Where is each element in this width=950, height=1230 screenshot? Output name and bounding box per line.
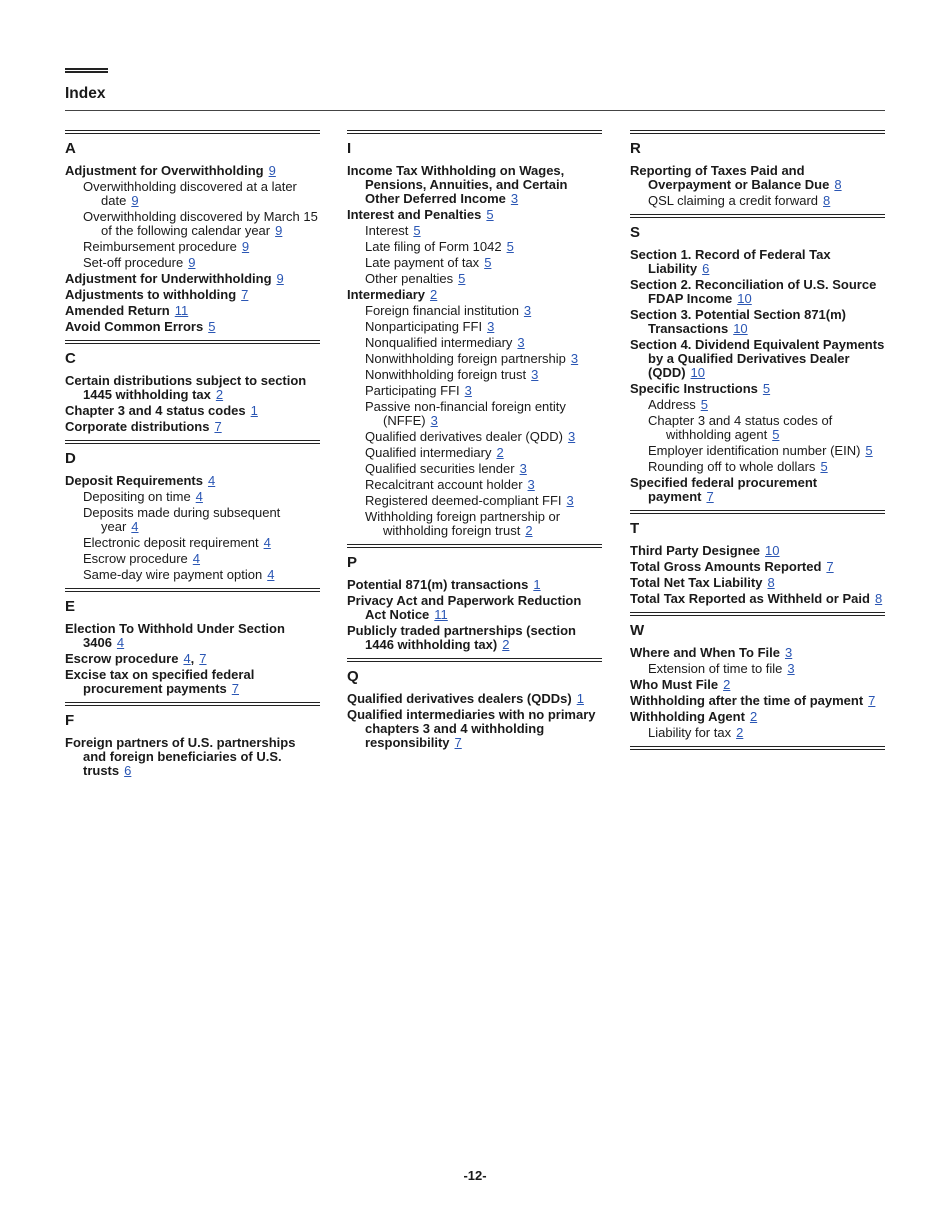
entry-text: Qualified securities lender — [365, 461, 515, 476]
entry-text: Address — [648, 397, 696, 412]
page-ref-link[interactable]: 6 — [702, 261, 710, 276]
entry-text: Qualified derivatives dealer (QDD) — [365, 429, 563, 444]
index-section — [630, 130, 885, 208]
index-entry — [65, 288, 320, 302]
entry-text: Section 1. Record of Federal Tax Liability — [630, 247, 831, 276]
page-ref-link[interactable]: 8 — [767, 575, 775, 590]
entry-text: Passive non-financial foreign entity (NFFE) — [365, 399, 566, 428]
entry-text: Escrow procedure — [65, 651, 179, 666]
entry-text: Avoid Common Errors — [65, 319, 204, 334]
entry-text: Specific Instructions — [630, 381, 758, 396]
index-subentry — [347, 304, 602, 318]
index-entry — [630, 710, 885, 724]
index-entry — [65, 304, 320, 318]
page-ref-link[interactable]: 1 — [250, 403, 258, 418]
index-entry — [347, 208, 602, 222]
index-subentry — [347, 494, 602, 508]
index-subentry — [347, 224, 602, 238]
index-subentry — [347, 368, 602, 382]
page-ref-link[interactable]: 2 — [496, 445, 504, 460]
section-letter: D — [65, 450, 76, 467]
entry-text: Foreign financial institution — [365, 303, 519, 318]
entry-text: Potential 871(m) transactions — [347, 577, 529, 592]
entry-text: Qualified intermediaries with no primary chapters 3 and 4 withholding responsibility — [347, 707, 596, 750]
index-entry: Escrow procedure 4, 7 — [65, 651, 207, 666]
entry-text: Who Must File — [630, 677, 719, 692]
index-subentry — [65, 568, 320, 582]
section-letter: P — [347, 554, 358, 571]
index-subentry — [630, 414, 885, 442]
page-ref-link[interactable]: 11 — [434, 607, 448, 622]
entry-text: Depositing on time — [83, 489, 191, 504]
page-ref-link[interactable]: 5 — [458, 271, 466, 286]
index-section — [65, 702, 320, 778]
entry-text: Privacy Act and Paperwork Reduction Act Notice — [347, 593, 582, 622]
page-ref-link[interactable]: 9 — [268, 163, 276, 178]
entry-text: Overwithholding discovered by March 15 of the following calendar year — [83, 209, 318, 238]
index-entry — [65, 320, 320, 334]
page-ref-link[interactable]: 4 — [267, 567, 275, 582]
index-subentry — [630, 194, 885, 208]
index-subentry — [347, 430, 602, 444]
page-ref-link[interactable]: 10 — [733, 321, 748, 336]
page-ref-link[interactable]: 3 — [570, 351, 579, 366]
entry-text: Registered deemed-compliant FFI — [365, 493, 562, 508]
entry-text: Amended Return — [65, 303, 170, 318]
page-ref-link[interactable]: 3 — [464, 383, 472, 398]
entry-text: Electronic deposit requirement — [83, 535, 259, 550]
page-ref-link[interactable]: 3 — [527, 477, 535, 492]
entry-text: Escrow procedure — [83, 551, 188, 566]
entry-text: Specified federal procurement payment — [630, 475, 818, 504]
page-ref-link[interactable]: 10 — [690, 365, 706, 380]
index-subentry — [347, 256, 602, 270]
page-ref-link[interactable]: 5 — [762, 381, 771, 396]
entry-text: Deposit Requirements — [65, 473, 203, 488]
index-column-2 — [347, 130, 602, 756]
index-entry — [630, 308, 885, 336]
index-entry — [630, 338, 885, 380]
entry-text: Election To Withhold Under Section 3406 — [65, 621, 285, 650]
page-ref-link[interactable]: 7 — [214, 419, 222, 434]
index-entry — [347, 578, 602, 592]
index-entry — [347, 624, 602, 652]
page-ref-link[interactable]: 2 — [525, 523, 533, 538]
page-ref-link[interactable]: 2 — [749, 709, 758, 724]
page-ref-link[interactable]: 3 — [531, 367, 539, 382]
section-letter: E — [65, 598, 76, 615]
index-entry — [65, 404, 320, 418]
page-ref-link[interactable]: 9 — [188, 255, 196, 270]
index-subentry — [65, 490, 320, 504]
page-ref-link[interactable]: 3 — [517, 335, 525, 350]
entry-text: Total Gross Amounts Reported — [630, 559, 822, 574]
index-subentry — [347, 336, 602, 350]
section-letter: S — [630, 224, 641, 241]
index-entry — [630, 694, 885, 708]
entry-text: Nonwithholding foreign partnership — [365, 351, 566, 366]
entry-text: Other penalties — [365, 271, 454, 286]
index-entry — [65, 272, 320, 286]
entry-text: Adjustments to withholding — [65, 287, 237, 302]
index-entry — [630, 560, 885, 574]
entry-text: Qualified derivatives dealers (QDDs) — [347, 691, 572, 706]
page-ref-link[interactable]: 5 — [413, 223, 421, 238]
entry-text: Intermediary — [347, 287, 426, 302]
entry-text: Reimbursement procedure — [83, 239, 237, 254]
section-letter: R — [630, 140, 641, 157]
entry-text: Income Tax Withholding on Wages, Pensions, Annuities, and Certain Other Deferred Income — [347, 163, 568, 206]
entry-text: Adjustment for Underwithholding — [65, 271, 272, 286]
entry-text: Section 2. Reconciliation of U.S. Source FDAP Income — [630, 277, 877, 306]
index-entry — [347, 692, 602, 706]
entry-text: Recalcitrant account holder — [365, 477, 523, 492]
page-ref-link[interactable]: 5 — [484, 255, 492, 270]
page-ref-link[interactable]: 4 — [183, 651, 191, 666]
index-subentry — [347, 446, 602, 460]
entry-text: Nonqualified intermediary — [365, 335, 513, 350]
section-letter: F — [65, 712, 75, 729]
index-subentry — [347, 400, 602, 428]
index-entry — [65, 164, 320, 178]
index-subentry — [65, 240, 320, 254]
page-ref-link[interactable]: 7 — [199, 651, 207, 666]
entry-text: Where and When To File — [630, 645, 780, 660]
entry-text: Corporate distributions — [65, 419, 210, 434]
index-subentry — [630, 460, 885, 474]
entry-text: Interest — [365, 223, 409, 238]
entry-text: Late filing of Form 1042 — [365, 239, 502, 254]
index-entry — [65, 622, 320, 650]
entry-text: Extension of time to file — [648, 661, 783, 676]
page-ref-link[interactable]: 3 — [510, 191, 519, 206]
entry-text: Interest and Penalties — [347, 207, 482, 222]
index-subentry — [65, 210, 320, 238]
page-ref-link[interactable]: 9 — [276, 271, 284, 286]
page-ref-link[interactable]: 7 — [454, 735, 462, 750]
entry-text: QSL claiming a credit forward — [648, 193, 819, 208]
entry-text: Deposits made during subsequent year — [83, 505, 281, 534]
index-entry — [65, 668, 320, 696]
page-ref-link[interactable]: 5 — [486, 207, 494, 222]
page-ref-link[interactable]: 2 — [502, 637, 510, 652]
entry-text: Withholding Agent — [630, 709, 745, 724]
entry-text: Withholding foreign partnership or withholding foreign trust — [365, 509, 561, 538]
index-entry — [65, 420, 320, 434]
entry-text: Nonwithholding foreign trust — [365, 367, 527, 382]
index-entry — [347, 594, 602, 622]
page-ref-link[interactable]: 5 — [820, 459, 828, 474]
index-subentry — [347, 478, 602, 492]
section-letter: T — [630, 520, 640, 537]
entry-text: Nonparticipating FFI — [365, 319, 483, 334]
index-section — [630, 214, 885, 504]
entry-text: Same-day wire payment option — [83, 567, 263, 582]
index-subentry — [347, 240, 602, 254]
index-subentry — [65, 552, 320, 566]
entry-text: Set-off procedure — [83, 255, 184, 270]
index-subentry — [347, 352, 602, 366]
page-ref-link[interactable]: 3 — [519, 461, 527, 476]
page-ref-link[interactable]: 3 — [430, 413, 438, 428]
index-entry — [630, 164, 885, 192]
index-section — [65, 588, 320, 696]
page-ref-link[interactable]: 2 — [215, 387, 224, 402]
page-ref-link[interactable]: 1 — [533, 577, 541, 592]
index-subentry — [65, 536, 320, 550]
entry-text: Withholding after the time of payment — [630, 693, 864, 708]
page-ref-link[interactable]: 2 — [430, 287, 438, 302]
page-ref-link[interactable]: 4 — [116, 635, 125, 650]
index-subentry — [630, 444, 885, 458]
entry-text: Qualified intermediary — [365, 445, 492, 460]
index-column-3 — [630, 130, 885, 750]
entry-text: Chapter 3 and 4 status codes — [65, 403, 246, 418]
page-ref-link[interactable]: 7 — [231, 681, 239, 696]
page-ref-link[interactable]: 8 — [823, 193, 831, 208]
entry-text: Foreign partners of U.S. partnerships and foreign beneficiaries of U.S. trusts — [65, 735, 296, 778]
index-entry — [347, 288, 602, 302]
index-section — [630, 612, 885, 740]
page-title: Index — [65, 85, 106, 102]
page-ref-link[interactable]: 5 — [700, 397, 708, 412]
page-ref-link[interactable]: 4 — [195, 489, 203, 504]
section-letter: C — [65, 350, 76, 367]
index-subentry — [347, 272, 602, 286]
index-subentry — [65, 506, 320, 534]
column-end-rule — [630, 746, 885, 750]
entry-text: Section 4. Dividend Equivalent Payments by a Qualified Derivatives Dealer (QDD) — [630, 337, 885, 380]
entry-text: Chapter 3 and 4 status codes of withholding agent — [648, 413, 833, 442]
entry-text: Third Party Designee — [630, 543, 761, 558]
section-letter: W — [630, 622, 645, 639]
index-entry — [630, 678, 885, 692]
page-ref-link[interactable]: 7 — [826, 559, 834, 574]
page-ref-link[interactable]: 5 — [772, 427, 780, 442]
page-ref-link[interactable]: 10 — [765, 543, 780, 558]
page-ref-link[interactable]: 8 — [874, 591, 883, 606]
page-ref-link[interactable]: 6 — [124, 763, 132, 778]
index-subentry — [65, 256, 320, 270]
section-letter: A — [65, 140, 76, 157]
index-entry — [630, 646, 885, 660]
page-ref-link[interactable]: 11 — [174, 303, 189, 318]
entry-text: Excise tax on specified federal procurement payments — [65, 667, 255, 696]
index-subentry — [630, 726, 885, 740]
section-letter: I — [347, 140, 352, 157]
index-entry — [65, 474, 320, 488]
index-section — [630, 510, 885, 606]
index-subentry — [630, 662, 885, 676]
index-section — [347, 658, 602, 750]
page-ref-link[interactable]: 9 — [131, 193, 139, 208]
index-entry — [630, 382, 885, 396]
entry-text: Certain distributions subject to section 1445 withholding tax — [65, 373, 307, 402]
entry-text: Liability for tax — [648, 725, 732, 740]
page-ref-link[interactable]: 3 — [523, 303, 532, 318]
entry-text: Adjustment for Overwithholding — [65, 163, 264, 178]
entry-text: Section 3. Potential Section 871(m) Transactions — [630, 307, 846, 336]
entry-text: Publicly traded partnerships (section 1446 withholding tax) — [347, 623, 576, 652]
index-column-1 — [65, 130, 320, 784]
index-subentry — [347, 510, 602, 538]
entry-text: Reporting of Taxes Paid and Overpayment or Balance Due — [630, 163, 830, 192]
page-ref-link[interactable]: 5 — [506, 239, 514, 254]
index-entry — [347, 164, 602, 206]
page-ref-link[interactable]: 3 — [487, 319, 495, 334]
page-ref-link[interactable]: 7 — [706, 489, 714, 504]
page-ref-link[interactable]: 7 — [241, 287, 249, 302]
index-subentry — [347, 320, 602, 334]
page-ref-link[interactable]: 3 — [567, 429, 576, 444]
index-entry — [630, 592, 885, 606]
entry-text: Total Net Tax Liability — [630, 575, 763, 590]
index-section — [65, 130, 320, 334]
page-ref-link[interactable]: 2 — [736, 725, 744, 740]
index-entry — [630, 544, 885, 558]
index-subentry — [630, 398, 885, 412]
header-ornament-rule — [65, 68, 108, 73]
index-entry — [630, 476, 885, 504]
page-ref-link[interactable]: 4 — [263, 535, 271, 550]
index-entry — [630, 248, 885, 276]
page-ref-link[interactable]: 4 — [207, 473, 216, 488]
entry-text: Total Tax Reported as Withheld or Paid — [630, 591, 870, 606]
index-section — [347, 130, 602, 538]
page-ref-link[interactable]: 1 — [576, 691, 584, 706]
entry-text: Employer identification number (EIN) — [648, 443, 861, 458]
page-ref-link[interactable]: 3 — [566, 493, 574, 508]
section-letter: Q — [347, 668, 359, 685]
index-entry — [65, 374, 320, 402]
page-number: -12- — [463, 1168, 487, 1183]
page-ref-link[interactable]: 7 — [868, 693, 876, 708]
index-subentry — [65, 180, 320, 208]
index-section — [65, 340, 320, 434]
entry-text: Rounding off to whole dollars — [648, 459, 816, 474]
index-entry — [630, 278, 885, 306]
page-ref-link[interactable]: 9 — [241, 239, 250, 254]
index-entry — [630, 576, 885, 590]
page-ref-link[interactable]: 2 — [723, 677, 731, 692]
entry-text: Overwithholding discovered at a later date — [83, 179, 297, 208]
entry-text: Late payment of tax — [365, 255, 480, 270]
index-section — [347, 544, 602, 652]
index-entry — [347, 708, 602, 750]
page-ref-link[interactable]: 10 — [737, 291, 752, 306]
page-ref-link[interactable]: 3 — [784, 645, 793, 660]
page-ref-link[interactable]: 4 — [192, 551, 201, 566]
page-ref-link[interactable]: 5 — [865, 443, 873, 458]
title-divider — [65, 110, 885, 111]
index-subentry — [347, 384, 602, 398]
page-ref-link[interactable]: 5 — [208, 319, 216, 334]
page-ref-link[interactable]: 9 — [275, 223, 283, 238]
index-subentry — [347, 462, 602, 476]
index-section — [65, 440, 320, 582]
page-ref-link[interactable]: 4 — [131, 519, 139, 534]
index-columns — [65, 130, 885, 830]
page-ref-link[interactable]: 8 — [834, 177, 842, 192]
index-entry — [65, 736, 320, 778]
page-ref-link[interactable]: 3 — [787, 661, 795, 676]
entry-text: Participating FFI — [365, 383, 460, 398]
